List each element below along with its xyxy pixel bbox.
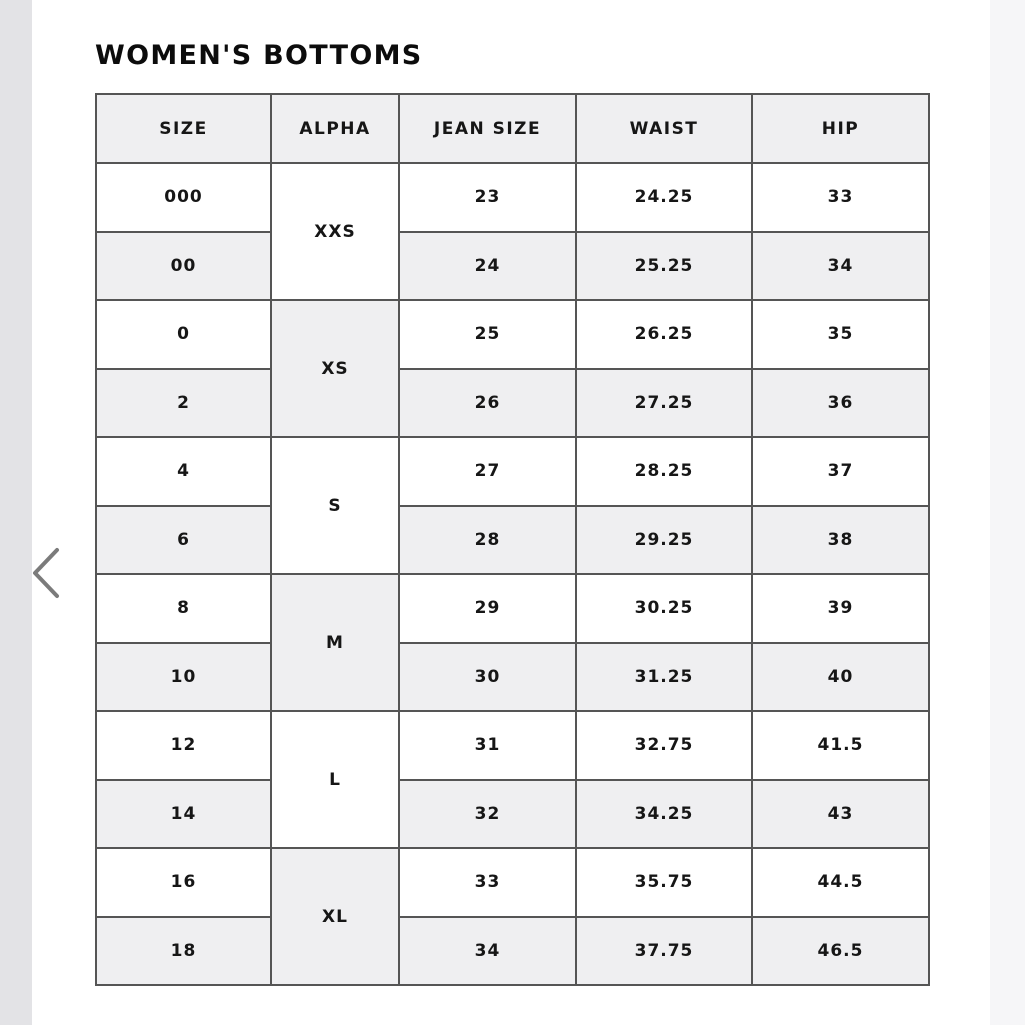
- cell-jean: 31: [399, 711, 576, 780]
- cell-jean: 33: [399, 848, 576, 917]
- cell-hip: 40: [752, 643, 929, 712]
- cell-waist: 32.75: [576, 711, 752, 780]
- chevron-left-icon: [29, 546, 63, 600]
- cell-size: 2: [96, 369, 271, 438]
- cell-jean: 24: [399, 232, 576, 301]
- cell-jean: 23: [399, 163, 576, 232]
- cell-waist: 30.25: [576, 574, 752, 643]
- cell-hip: 44.5: [752, 848, 929, 917]
- table-row: [96, 437, 929, 506]
- cell-waist: 37.75: [576, 917, 752, 986]
- cell-hip: 38: [752, 506, 929, 575]
- cell-waist: 25.25: [576, 232, 752, 301]
- cell-jean: 34: [399, 917, 576, 986]
- cell-size: 6: [96, 506, 271, 575]
- table-row: [96, 232, 929, 301]
- cell-waist: 26.25: [576, 300, 752, 369]
- cell-alpha: M: [271, 574, 399, 711]
- cell-alpha: L: [271, 711, 399, 848]
- table-row: [96, 163, 929, 232]
- table-header-row: [96, 94, 929, 163]
- size-chart-table: [95, 93, 930, 986]
- cell-waist: 34.25: [576, 780, 752, 849]
- table-row: [96, 780, 929, 849]
- cell-size: 10: [96, 643, 271, 712]
- cell-jean: 30: [399, 643, 576, 712]
- previous-image-button[interactable]: [26, 545, 66, 601]
- cell-hip: 46.5: [752, 917, 929, 986]
- cell-hip: 41.5: [752, 711, 929, 780]
- cell-alpha: S: [271, 437, 399, 574]
- header-waist: WAIST: [576, 94, 752, 163]
- cell-waist: 35.75: [576, 848, 752, 917]
- page-title: WOMEN'S BOTTOMS: [95, 40, 423, 71]
- cell-alpha: XS: [271, 300, 399, 437]
- header-alpha: ALPHA: [271, 94, 399, 163]
- cell-size: 0: [96, 300, 271, 369]
- table-row: [96, 506, 929, 575]
- cell-size: 8: [96, 574, 271, 643]
- cell-waist: 24.25: [576, 163, 752, 232]
- cell-hip: 34: [752, 232, 929, 301]
- cell-jean: 28: [399, 506, 576, 575]
- table-row: [96, 369, 929, 438]
- table-row: [96, 643, 929, 712]
- cell-waist: 31.25: [576, 643, 752, 712]
- cell-hip: 35: [752, 300, 929, 369]
- cell-alpha: XXS: [271, 163, 399, 300]
- cell-size: 18: [96, 917, 271, 986]
- cell-size: 16: [96, 848, 271, 917]
- cell-size: 00: [96, 232, 271, 301]
- cell-waist: 27.25: [576, 369, 752, 438]
- cell-jean: 29: [399, 574, 576, 643]
- cell-hip: 39: [752, 574, 929, 643]
- header-size: SIZE: [96, 94, 271, 163]
- table-row: [96, 848, 929, 917]
- cell-jean: 32: [399, 780, 576, 849]
- table-row: [96, 574, 929, 643]
- header-hip: HIP: [752, 94, 929, 163]
- cell-size: 4: [96, 437, 271, 506]
- cell-hip: 37: [752, 437, 929, 506]
- right-gutter: [990, 0, 1025, 1025]
- cell-hip: 33: [752, 163, 929, 232]
- cell-jean: 27: [399, 437, 576, 506]
- cell-size: 12: [96, 711, 271, 780]
- cell-size: 000: [96, 163, 271, 232]
- cell-hip: 36: [752, 369, 929, 438]
- table-row: [96, 711, 929, 780]
- left-gutter: [0, 0, 32, 1025]
- header-jean-size: JEAN SIZE: [399, 94, 576, 163]
- cell-jean: 26: [399, 369, 576, 438]
- cell-alpha: XL: [271, 848, 399, 985]
- cell-size: 14: [96, 780, 271, 849]
- cell-jean: 25: [399, 300, 576, 369]
- table-row: [96, 917, 929, 986]
- table-row: [96, 300, 929, 369]
- cell-hip: 43: [752, 780, 929, 849]
- cell-waist: 28.25: [576, 437, 752, 506]
- cell-waist: 29.25: [576, 506, 752, 575]
